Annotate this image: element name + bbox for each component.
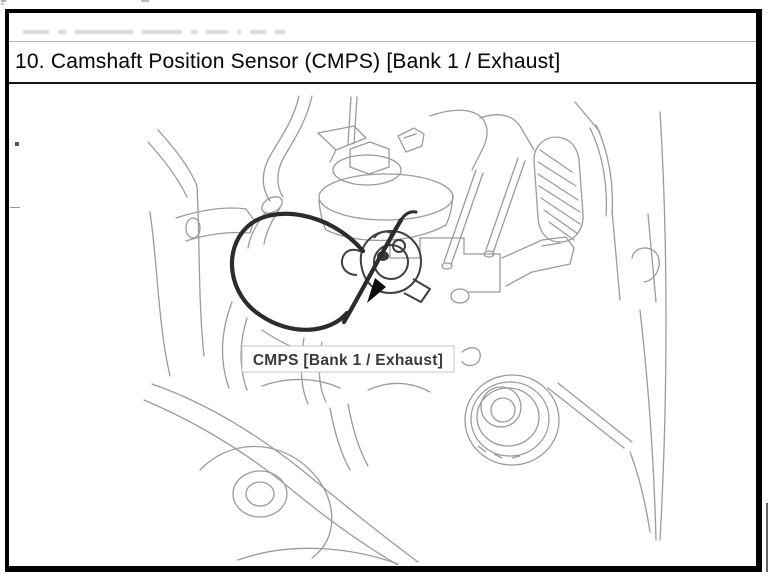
page-title: 10. Camshaft Position Sensor (CMPS) [Bank 1 / Exhaust] — [15, 50, 561, 73]
engine-sketch-lines — [144, 96, 666, 565]
diagram-area — [9, 85, 756, 565]
pointer-arrow-icon — [367, 278, 386, 303]
engine-diagram — [9, 85, 756, 565]
faded-header-text — [23, 27, 285, 37]
title-bar — [9, 41, 756, 84]
scan-artifact — [1, 0, 6, 2]
grommet — [465, 375, 559, 465]
callout-label: CMPS [Bank 1 / Exhaust] — [252, 352, 444, 369]
scan-artifact — [766, 503, 768, 572]
scan-artifact — [141, 0, 149, 2]
sensor-cable — [232, 212, 416, 330]
scan-artifact — [1, 3, 4, 5]
